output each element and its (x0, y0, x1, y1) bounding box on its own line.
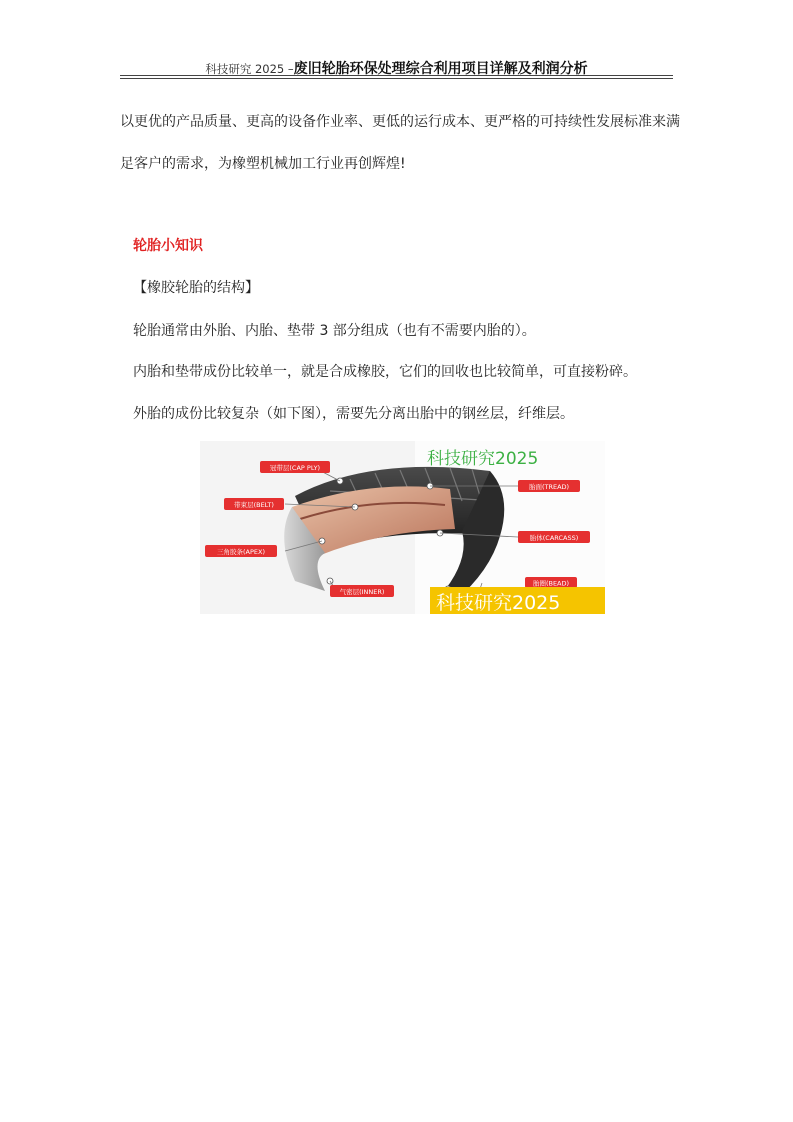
watermark-top: 科技研究2025 (427, 449, 539, 469)
header-title: 废旧轮胎环保处理综合利用项目详解及利润分析 (293, 61, 588, 77)
tire-structure-figure (200, 441, 605, 614)
header-rule (120, 75, 673, 76)
label-belt (224, 498, 284, 510)
structure-heading: 【橡胶轮胎的结构】 (133, 280, 259, 296)
svg-text:胎圈(BEAD): 胎圈(BEAD) (532, 579, 570, 588)
intro-line-1: 以更优的产品质量、更高的设备作业率、更低的运行成本、更严格的可持续性发展标准来满 (120, 114, 680, 130)
knowledge-item-2: 内胎和垫带成份比较单一，就是合成橡胶，它们的回收也比较简单，可直接粉碎。 (133, 364, 637, 380)
svg-text:胎面(TREAD): 胎面(TREAD) (528, 483, 570, 491)
intro-line-2: 足客户的需求，为橡塑机械加工行业再创辉煌! (120, 156, 406, 172)
label-apex (205, 545, 277, 557)
knowledge-item-3: 外胎的成份比较复杂（如下图），需要先分离出胎中的钢丝层，纤维层。 (133, 406, 574, 422)
label-cap-ply (260, 461, 330, 473)
svg-text:气密层(INNER): 气密层(INNER) (339, 588, 385, 596)
knowledge-title: 轮胎小知识 (133, 238, 203, 254)
knowledge-item-1: 轮胎通常由外胎、内胎、垫带 3 部分组成（也有不需要内胎的）。 (133, 323, 536, 339)
header-rule-secondary (120, 78, 673, 79)
label-bead (525, 577, 577, 588)
watermark-bottom: 科技研究2025 (436, 592, 561, 614)
label-inner (330, 585, 394, 597)
label-tread (518, 480, 580, 492)
svg-text:胎体(CARCASS): 胎体(CARCASS) (529, 534, 579, 542)
label-carcass (518, 531, 590, 543)
svg-text:冠带层(CAP PLY): 冠带层(CAP PLY) (269, 464, 321, 472)
svg-text:三角胶条(APEX): 三角胶条(APEX) (217, 548, 265, 556)
tire-cross-section-diagram (200, 441, 605, 614)
header-prefix: 科技研究 2025 – (205, 62, 294, 76)
svg-text:带束层(BELT): 带束层(BELT) (234, 501, 274, 509)
